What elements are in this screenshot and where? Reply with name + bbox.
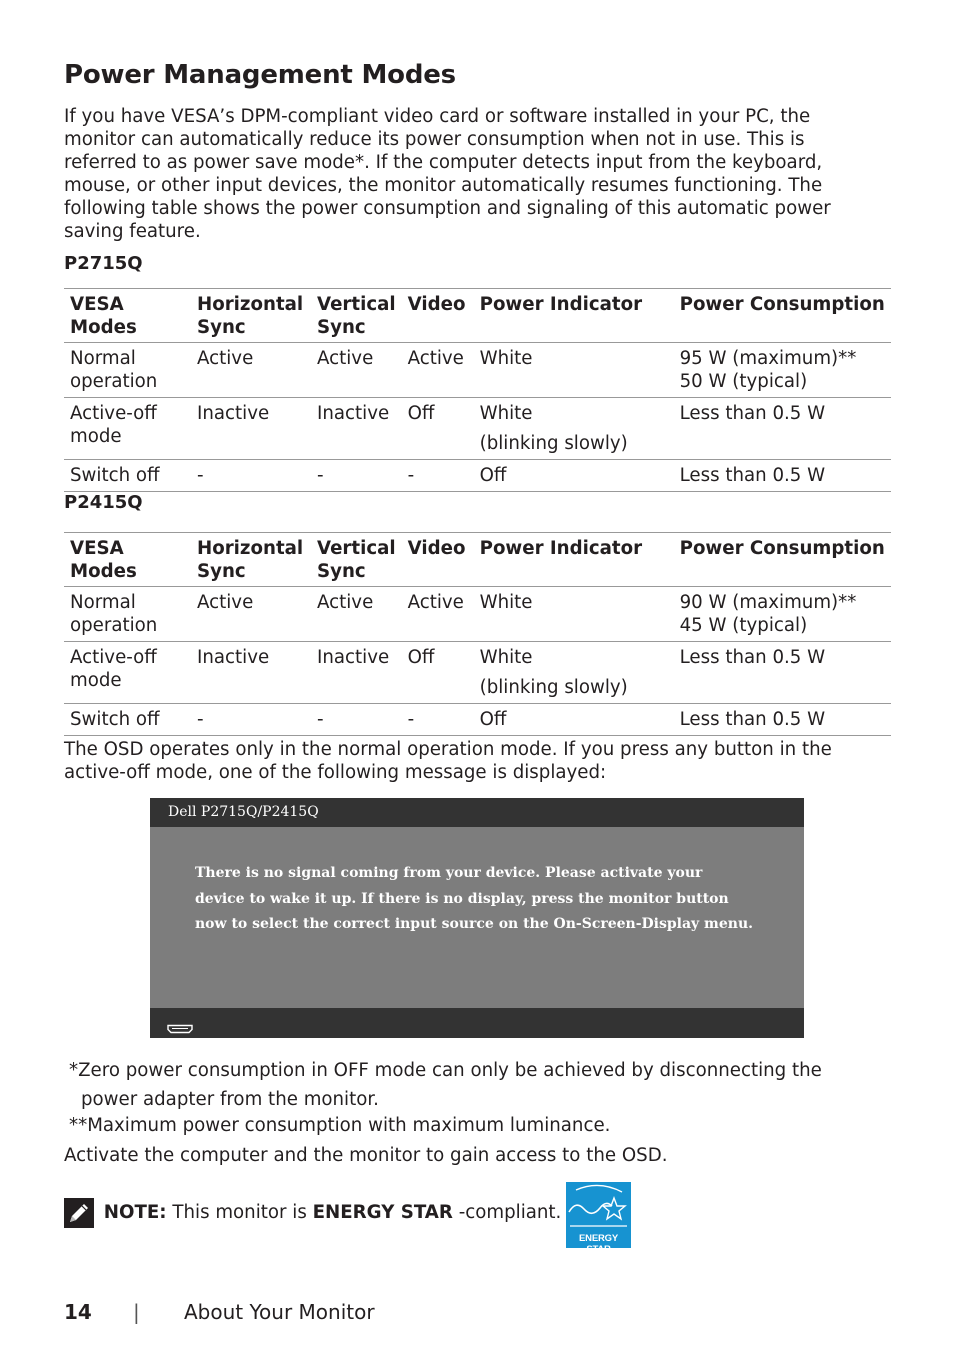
osd-message-screenshot [150,798,804,1038]
cell-video: Active [402,343,474,398]
table-row [64,642,891,704]
indicator-note: (blinking slowly) [479,677,628,698]
cell-vsync: Inactive [311,642,402,704]
col-header-power-consumption: Power Consumption [674,533,891,587]
cell-power: Less than 0.5 W [674,460,891,492]
cell-mode: Active-off mode [64,398,191,460]
osd-footer-bar [150,1008,804,1038]
cell-video: - [402,460,474,492]
cell-power [674,587,891,642]
activate-osd-text: Activate the computer and the monitor to gain access to the OSD. [64,1145,668,1166]
footnote-max-power: **Maximum power consumption with maximum luminance. [69,1115,611,1136]
cell-indicator: White [474,587,674,642]
cell-mode: Normal operation [64,343,191,398]
table-row [64,587,891,642]
col-header-power-consumption: Power Consumption [674,289,891,343]
cell-hsync: Inactive [191,398,311,460]
cell-hsync: - [191,460,311,492]
cell-vsync: Active [311,587,402,642]
cell-hsync: - [191,704,311,736]
cell-indicator: Off [474,704,674,736]
footer-separator: | [133,1300,140,1324]
osd-title-bar: Dell P2715Q/P2415Q [150,798,804,827]
cell-video: - [402,704,474,736]
cell-hsync: Active [191,587,311,642]
table-row [64,398,891,460]
cell-power [674,343,891,398]
indicator-color: White [479,647,533,668]
col-header-video: Video [402,289,474,343]
osd-no-signal-message: There is no signal coming from your device. Please activate your device to wake it up. If there is no display, press the monitor button now to select the correct input source on the On-Screen-Display menu. [195,865,753,932]
cell-mode: Switch off [64,460,191,492]
col-header-video: Video [402,533,474,587]
cell-video: Active [402,587,474,642]
col-header-horizontal-sync: Horizontal Sync [191,289,311,343]
power-typical: 50 W (typical) [679,371,808,392]
power-max: 90 W (maximum)** [679,592,857,613]
table-header-row [64,533,891,587]
energy-star-text: ENERGY STAR [579,1233,618,1255]
table-header-row [64,289,891,343]
power-table-p2415q [64,532,891,736]
indicator-color: White [479,403,533,424]
cell-vsync: Inactive [311,398,402,460]
cell-indicator [474,642,674,704]
cell-indicator [474,398,674,460]
note-energy-star: ENERGY STAR [312,1202,453,1223]
power-max: 95 W (maximum)** [679,348,857,369]
col-header-vesa-modes: VESA Modes [64,533,191,587]
col-header-power-indicator: Power Indicator [474,533,674,587]
cell-hsync: Active [191,343,311,398]
energy-star-logo [566,1182,631,1255]
page-heading: Power Management Modes [64,60,456,90]
cell-mode: Active-off mode [64,642,191,704]
cell-vsync: Active [311,343,402,398]
table-row [64,704,891,736]
note-text-before: This monitor is [172,1202,307,1223]
cell-mode: Normal operation [64,587,191,642]
cell-power: Less than 0.5 W [674,704,891,736]
cell-vsync: - [311,460,402,492]
cell-video: Off [402,398,474,460]
page-number: 14 [64,1300,92,1324]
col-header-vertical-sync: Vertical Sync [311,533,402,587]
cell-indicator: White [474,343,674,398]
model-label-p2715q: P2715Q [64,253,143,274]
note-label: NOTE: [103,1202,167,1223]
note-row [64,1198,561,1230]
col-header-vertical-sync: Vertical Sync [311,289,402,343]
col-header-vesa-modes: VESA Modes [64,289,191,343]
indicator-note: (blinking slowly) [479,433,628,454]
footer-section-title: About Your Monitor [184,1300,375,1324]
cell-indicator: Off [474,460,674,492]
note-text-after: -compliant. [458,1202,562,1223]
cell-power: Less than 0.5 W [674,642,891,704]
power-table-p2715q [64,288,891,492]
pencil-note-icon [64,1198,94,1228]
footnote-zero-power: *Zero power consumption in OFF mode can only be achieved by disconnecting the power adapter from the monitor. [69,1060,822,1110]
cell-hsync: Inactive [191,642,311,704]
cell-mode: Switch off [64,704,191,736]
cell-video: Off [402,642,474,704]
power-typical: 45 W (typical) [679,615,808,636]
cell-vsync: - [311,704,402,736]
osd-intro-paragraph: The OSD operates only in the normal operation mode. If you press any button in the active-off mode, one of the following message is displayed: [64,739,832,783]
col-header-power-indicator: Power Indicator [474,289,674,343]
cell-power: Less than 0.5 W [674,398,891,460]
intro-paragraph: If you have VESA’s DPM-compliant video card or software installed in your PC, the monitor can automatically reduce its power consumption when not in use. This is referred to as power save mode*. If the computer detects input from the keyboard, mouse, or other input devices, the monitor automatically resumes functioning. The following table shows the power consumption and signaling of this automatic power saving feature. [64,106,831,242]
model-label-p2415q: P2415Q [64,492,143,513]
col-header-horizontal-sync: Horizontal Sync [191,533,311,587]
table-row [64,460,891,492]
table-row [64,343,891,398]
hdmi-port-icon [166,1019,194,1038]
